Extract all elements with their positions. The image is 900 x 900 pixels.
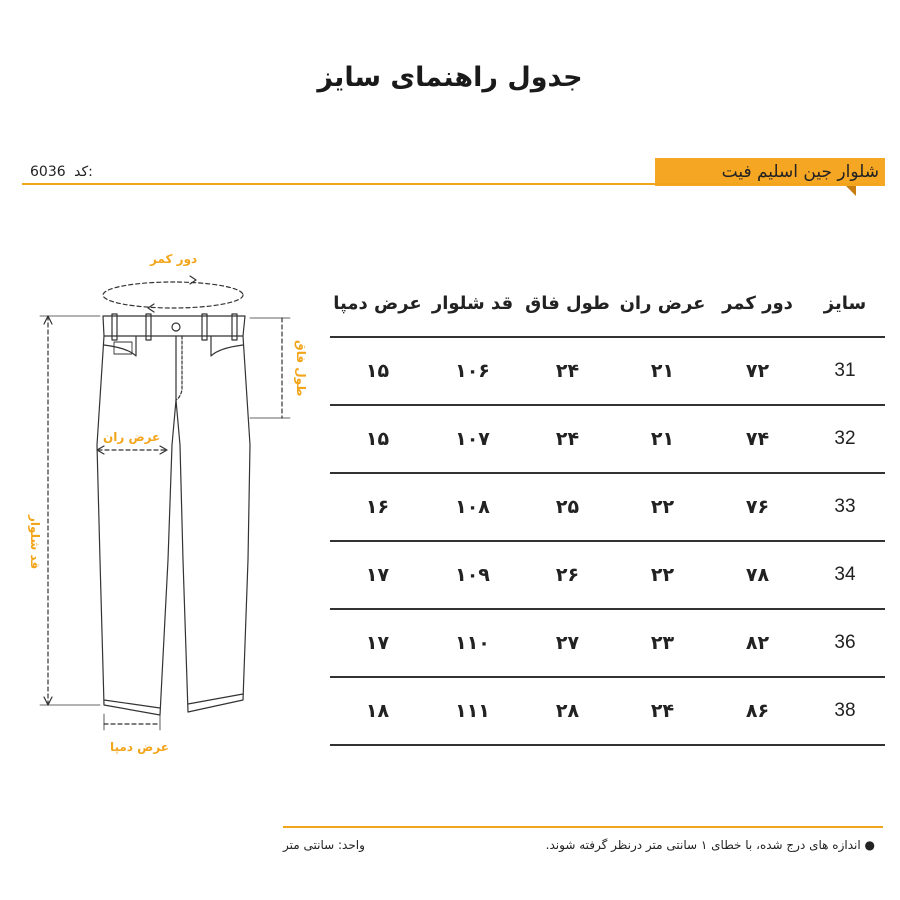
cell-thigh: ۲۲	[615, 541, 710, 609]
cell-size: 33	[805, 473, 885, 541]
cell-waist: ۸۶	[710, 677, 805, 745]
cell-size: 34	[805, 541, 885, 609]
cell-thigh: ۲۴	[615, 677, 710, 745]
cell-waist: ۷۴	[710, 405, 805, 473]
cell-length: ۱۱۰	[425, 609, 520, 677]
bullet-icon: ●	[864, 838, 875, 852]
table-header-row	[330, 270, 885, 337]
cell-thigh: ۲۱	[615, 337, 710, 405]
unit-note: واحد: سانتی متر	[283, 838, 365, 852]
cell-size: 36	[805, 609, 885, 677]
cell-inseam: ۲۷	[520, 609, 615, 677]
header-waist: دور کمر	[710, 270, 805, 337]
table-row	[330, 541, 885, 609]
cell-hem: ۱۷	[330, 609, 425, 677]
right-leg-outline	[176, 336, 250, 712]
table-row	[330, 405, 885, 473]
header-hem: عرض دمپا	[330, 270, 425, 337]
cell-length: ۱۰۸	[425, 473, 520, 541]
left-leg-outline	[97, 336, 176, 715]
waist-measure-ellipse	[103, 282, 243, 308]
hem-label: عرض دمپا	[110, 740, 169, 754]
thigh-label: عرض ران	[103, 430, 161, 444]
cell-length: ۱۰۷	[425, 405, 520, 473]
header-size: سایز	[805, 270, 885, 337]
cell-hem: ۱۵	[330, 337, 425, 405]
footer-divider	[283, 826, 883, 828]
product-code-label: کد:	[74, 164, 93, 180]
waist-label: دور کمر	[150, 252, 198, 266]
header-thigh: عرض ران	[615, 270, 710, 337]
right-hem	[188, 694, 243, 704]
table-row	[330, 609, 885, 677]
cell-hem: ۱۶	[330, 473, 425, 541]
cell-inseam: ۲۸	[520, 677, 615, 745]
cell-inseam: ۲۴	[520, 405, 615, 473]
cell-length: ۱۰۶	[425, 337, 520, 405]
length-label: قد شلوار	[28, 515, 42, 570]
cell-length: ۱۱۱	[425, 677, 520, 745]
cell-hem: ۱۷	[330, 541, 425, 609]
right-pocket	[211, 336, 243, 356]
header-inseam: طول فاق	[520, 270, 615, 337]
cell-inseam: ۲۶	[520, 541, 615, 609]
table-row	[330, 677, 885, 745]
fly-stitch	[176, 336, 182, 400]
inseam-label: طول فاق	[294, 340, 308, 397]
cell-waist: ۷۲	[710, 337, 805, 405]
cell-size: 32	[805, 405, 885, 473]
left-pocket	[104, 336, 136, 356]
cell-thigh: ۲۱	[615, 405, 710, 473]
tolerance-note	[545, 838, 875, 852]
cell-waist: ۷۸	[710, 541, 805, 609]
cell-hem: ۱۸	[330, 677, 425, 745]
product-name-tag: شلوار جین اسلیم فیت	[655, 158, 885, 186]
product-tag-fold	[846, 186, 856, 196]
button	[172, 323, 180, 331]
cell-size: 31	[805, 337, 885, 405]
cell-inseam: ۲۵	[520, 473, 615, 541]
size-table	[330, 270, 885, 746]
cell-thigh: ۲۳	[615, 609, 710, 677]
table-row	[330, 473, 885, 541]
page-title: جدول راهنمای سایز	[317, 62, 583, 93]
cell-waist: ۷۶	[710, 473, 805, 541]
waistband	[103, 316, 245, 336]
cell-size: 38	[805, 677, 885, 745]
table-row	[330, 337, 885, 405]
left-coin-pocket	[114, 342, 132, 354]
cell-length: ۱۰۹	[425, 541, 520, 609]
product-code-value: 6036	[30, 164, 66, 180]
header-length: قد شلوار	[425, 270, 520, 337]
tolerance-note-text: اندازه های درج شده، با خطای ۱ سانتی متر درنظر گرفته شوند.	[545, 838, 861, 852]
cell-hem: ۱۵	[330, 405, 425, 473]
cell-thigh: ۲۲	[615, 473, 710, 541]
cell-waist: ۸۲	[710, 609, 805, 677]
jeans-diagram	[0, 0, 330, 790]
cell-inseam: ۲۴	[520, 337, 615, 405]
